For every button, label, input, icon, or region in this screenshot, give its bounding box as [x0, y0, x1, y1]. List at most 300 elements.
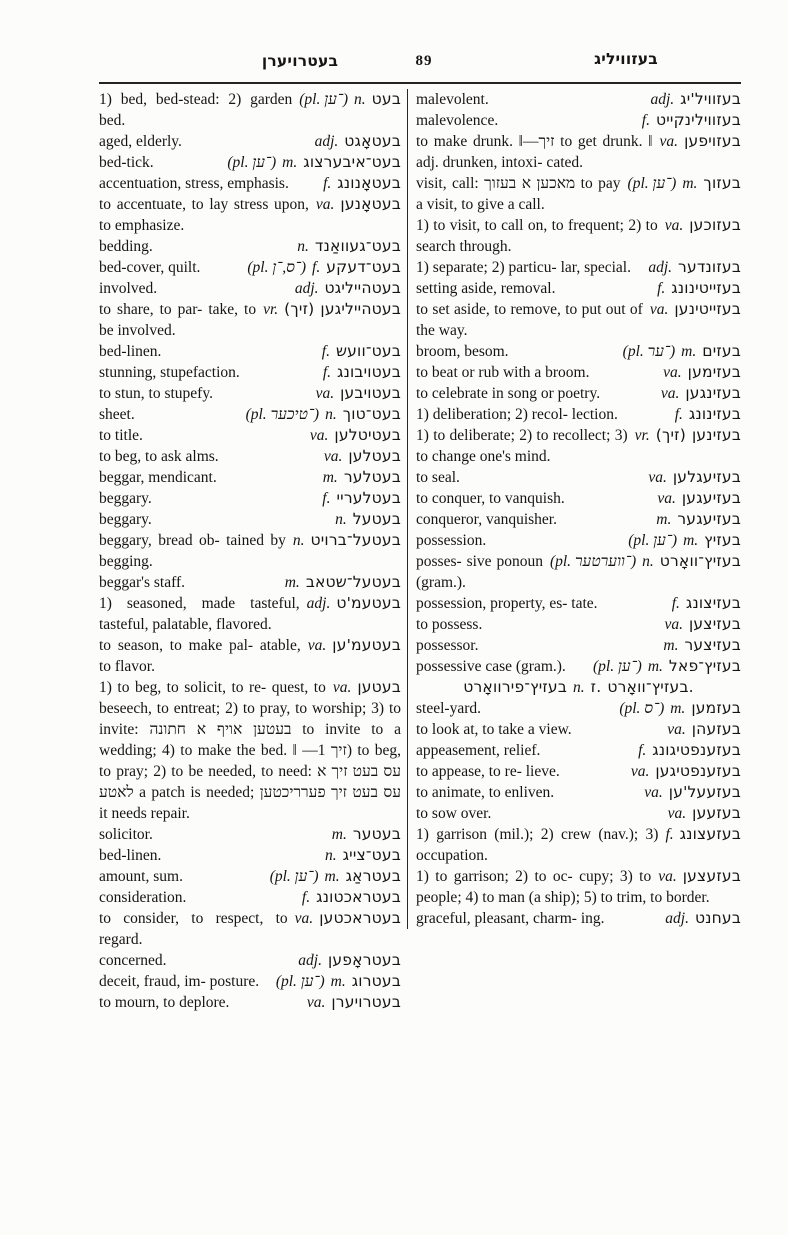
- headword-yiddish: בעזייטינונג: [671, 279, 741, 297]
- headword-yiddish: בעזימען: [687, 363, 741, 381]
- headword-yiddish: בעזויפען: [684, 132, 741, 150]
- entry-definition: deceit, fraud, im- posture.: [99, 973, 260, 990]
- headword-yiddish: בעזיעגען: [681, 489, 741, 507]
- entry-definition: bedding.: [99, 238, 153, 255]
- reflexive-note: (זיך): [655, 426, 686, 444]
- entry-headword-group: [263, 299, 401, 320]
- entry-definition: visit, call: מאכען א בעזוך to pay a visit, to give a call.: [416, 175, 621, 213]
- entry-headword-group: [307, 992, 401, 1013]
- part-of-speech: va.: [648, 469, 667, 486]
- headword-yiddish: בעט־איבערצוג: [303, 153, 401, 171]
- part-of-speech: va.: [307, 637, 327, 654]
- entry-headword-group: [672, 593, 741, 614]
- entry-definition: amount, sum.: [99, 868, 183, 885]
- dictionary-entry: [416, 341, 741, 362]
- headword-yiddish: בעטעל־ברויט: [310, 531, 401, 549]
- entry-headword-group: [675, 404, 741, 425]
- reflexive-note: (זיך): [284, 300, 315, 318]
- part-of-speech: m.: [647, 658, 663, 675]
- part-of-speech: n.: [354, 91, 366, 108]
- entry-definition: 1) to visit, to call on, to frequent; 2) to search through.: [416, 217, 658, 255]
- entry-definition: to make drunk. ‖—זיך to get drunk. ‖ adj. drunken, intoxi- cated.: [416, 133, 653, 171]
- headword-yiddish: בעטעל־שטאב: [305, 573, 401, 591]
- entry-definition: consideration.: [99, 889, 187, 906]
- entry-headword-group: [665, 908, 741, 929]
- part-of-speech: f.: [321, 343, 330, 360]
- plural-note: (pl. ־ען): [627, 175, 677, 192]
- part-of-speech: m.: [663, 637, 679, 654]
- dictionary-entry: [416, 614, 741, 635]
- entry-headword-group: [619, 698, 741, 719]
- headword-yiddish: בעזענפטיגונג: [652, 741, 741, 759]
- dictionary-entry: [416, 866, 741, 908]
- part-of-speech: m.: [284, 574, 300, 591]
- headword-yiddish: בעט־דעקע: [326, 258, 401, 276]
- entry-headword-group: [650, 299, 741, 320]
- dictionary-entry: [99, 131, 401, 152]
- part-of-speech: va.: [664, 616, 683, 633]
- entry-definition: sheet.: [99, 406, 135, 423]
- entry-definition: aged, elderly.: [99, 133, 182, 150]
- entry-headword-group: [638, 740, 741, 761]
- entry-definition: to sow over.: [416, 805, 492, 822]
- part-of-speech: va.: [663, 364, 682, 381]
- dictionary-entry: [416, 488, 741, 509]
- part-of-speech: va.: [658, 868, 677, 885]
- headword-yiddish: בעזיצונג: [685, 594, 741, 612]
- plural-note: (pl. ־ער): [622, 343, 676, 360]
- dictionary-entry: [416, 257, 741, 278]
- entry-headword-group: [628, 530, 741, 551]
- part-of-speech: adj.: [648, 259, 673, 276]
- part-of-speech: va.: [649, 301, 669, 318]
- entry-definition: to appease, to re- lieve.: [416, 763, 560, 780]
- entry-definition: broom, besom.: [416, 343, 509, 360]
- dictionary-entry: [416, 908, 741, 929]
- part-of-speech: f.: [638, 742, 647, 759]
- part-of-speech: f.: [312, 259, 321, 276]
- part-of-speech: f.: [322, 490, 331, 507]
- entry-headword-group: [657, 488, 741, 509]
- dictionary-entry: [99, 446, 401, 467]
- entry-definition: 1) garrison (mil.); 2) crew (nav.); 3) occupation.: [416, 826, 659, 864]
- dictionary-entry: [99, 992, 401, 1013]
- entry-headword-group: [295, 278, 401, 299]
- dictionary-entry: [99, 593, 401, 635]
- dictionary-entry: [99, 341, 401, 362]
- entry-definition: to animate, to enliven.: [416, 784, 555, 801]
- entry-headword-group: [656, 509, 741, 530]
- entry-headword-group: [644, 782, 741, 803]
- entry-definition: possessor.: [416, 637, 479, 654]
- headword-yiddish: בעטלער: [343, 468, 401, 486]
- part-of-speech: f.: [657, 280, 666, 297]
- headword-yiddish: בעטויבען: [340, 384, 401, 402]
- dictionary-entry: [99, 257, 401, 278]
- headword-yiddish: בעטרוג: [351, 972, 401, 990]
- headword-yiddish: בעזינונג: [688, 405, 741, 423]
- headword-yiddish: בעזעצען: [682, 867, 741, 885]
- entry-headword-group: [227, 152, 401, 173]
- headword-yiddish: בעטאָנונג: [337, 174, 401, 192]
- part-of-speech: n.: [335, 511, 347, 528]
- plural-note: (pl. ־ען): [269, 868, 319, 885]
- headword-yiddish: בעזמען: [691, 699, 741, 717]
- entry-headword-group: [308, 635, 401, 656]
- entry-definition: to season, to make pal- atable, to flavor.: [99, 637, 301, 675]
- entry-headword-group: [315, 131, 401, 152]
- headword-yiddish: בעזיץ־פאל: [668, 657, 741, 675]
- dictionary-entry: [99, 425, 401, 446]
- entry-headword-group: [648, 257, 741, 278]
- dictionary-entry: [99, 299, 401, 341]
- plural-note: (pl. ־ס): [619, 700, 665, 717]
- entry-headword-group: [325, 845, 401, 866]
- part-of-speech: n.: [297, 238, 309, 255]
- part-of-speech: va.: [323, 448, 343, 465]
- headword-yiddish: בעטאָגט: [344, 132, 401, 150]
- xref-target: בעזיץ־וואָרט.: [607, 678, 694, 696]
- headword-yiddish: בעזעהן: [691, 720, 741, 738]
- entry-definition: 1) separate; 2) particu- lar, special.: [416, 259, 631, 276]
- plural-note: (pl. ־ס,־ן): [247, 259, 307, 276]
- entry-headword-group: [663, 635, 741, 656]
- entry-headword-group: [293, 530, 401, 551]
- entry-definition: steel-yard.: [416, 700, 481, 717]
- dictionary-entry: [416, 635, 741, 656]
- part-of-speech: n.: [573, 679, 585, 696]
- headword-yiddish: בעזייטינען: [674, 300, 741, 318]
- part-of-speech: f.: [674, 406, 683, 423]
- entry-definition: malevolence.: [416, 112, 499, 129]
- entry-headword-group: [276, 971, 401, 992]
- part-of-speech: va.: [630, 763, 650, 780]
- part-of-speech: adj.: [298, 952, 322, 969]
- headword-yiddish: בעטאָנען: [340, 195, 401, 213]
- dictionary-entry: [416, 803, 741, 824]
- entry-headword-group: [285, 572, 401, 593]
- headword-yiddish: בעטעמ'ט: [336, 594, 401, 612]
- dictionary-entry: [99, 467, 401, 488]
- entry-headword-group: [628, 173, 741, 194]
- entry-definition: involved.: [99, 280, 158, 297]
- part-of-speech: va.: [660, 385, 680, 402]
- dictionary-entry: [416, 215, 741, 257]
- part-of-speech: va.: [659, 133, 679, 150]
- entry-headword-group: [664, 614, 741, 635]
- dictionary-entry: [416, 509, 741, 530]
- dictionary-entry: [416, 593, 741, 614]
- plural-note: (pl. ־ען): [275, 973, 325, 990]
- entry-definition: possession.: [416, 532, 487, 549]
- headword-yiddish: בעטראכטען: [319, 909, 401, 927]
- plural-note: (pl. ־ען): [628, 532, 678, 549]
- part-of-speech: m.: [282, 154, 298, 171]
- entry-definition: to set aside, to remove, to put out of the way.: [416, 301, 643, 339]
- headword-yiddish: בעזיצען: [688, 615, 741, 633]
- dictionary-entry: [99, 908, 401, 950]
- entry-definition: setting aside, removal.: [416, 280, 556, 297]
- entry-definition: beggary.: [99, 511, 152, 528]
- part-of-speech: m.: [681, 343, 697, 360]
- headword-yiddish: בעט־געוואַנד: [314, 237, 401, 255]
- entry-definition: accentuation, stress, emphasis.: [99, 175, 289, 192]
- dictionary-entry: [99, 530, 401, 572]
- headword-yiddish: בעזונדער: [678, 258, 741, 276]
- headword-yiddish: בעזעען: [692, 804, 741, 822]
- cross-reference-entry: [416, 677, 741, 698]
- headword-yiddish: בעזוך: [703, 174, 741, 192]
- entry-definition: 1) to beg, to solicit, to re- quest, to beseech, to entreat; 2) to pray, to worship; 3) to invite: בעטען אויף א חתונה to invite to a wedding; 4) to make the bed. ‖ —זיך 1) to beg, to pray; 2) to be needed, to need: עס בעט זיך א לאטע a patch is needed; עס בעט זיך פערריכטען it needs repair.: [99, 679, 402, 822]
- entry-headword-group: [270, 866, 401, 887]
- dictionary-entry: [416, 719, 741, 740]
- dictionary-entry: [99, 677, 401, 824]
- dictionary-entry: [416, 761, 741, 782]
- entry-definition: solicitor.: [99, 826, 153, 843]
- dictionary-entry: [99, 635, 401, 677]
- entry-definition: appeasement, relief.: [416, 742, 541, 759]
- dictionary-entry: [416, 698, 741, 719]
- entry-headword-group: [323, 362, 401, 383]
- headword-yiddish: בעטער: [352, 825, 401, 843]
- entry-headword-group: [297, 236, 401, 257]
- dictionary-entry: [416, 467, 741, 488]
- part-of-speech: va.: [664, 217, 684, 234]
- dictionary-entry: [99, 488, 401, 509]
- dictionary-entry: [99, 866, 401, 887]
- entry-definition: to title.: [99, 427, 143, 444]
- part-of-speech: n.: [324, 847, 337, 864]
- dictionary-entry: [99, 362, 401, 383]
- dictionary-entry: [99, 845, 401, 866]
- entry-definition: to consider, to respect, to regard.: [99, 910, 288, 948]
- entry-headword-group: [665, 824, 741, 845]
- entry-headword-group: [307, 593, 401, 614]
- headword-yiddish: בעטלען: [348, 447, 401, 465]
- entry-headword-group: [642, 110, 741, 131]
- entry-headword-group: [667, 719, 741, 740]
- headword-yiddish: בעטראַג: [345, 867, 401, 885]
- entry-definition: to share, to par- take, to be involved.: [99, 301, 257, 339]
- part-of-speech: m.: [331, 826, 347, 843]
- part-of-speech: m.: [330, 973, 346, 990]
- entry-headword-group: [316, 383, 401, 404]
- part-of-speech: m.: [682, 175, 698, 192]
- dictionary-entry: [416, 824, 741, 866]
- headword-yiddish: בעזווילינקייט: [655, 111, 741, 129]
- entry-definition: bed-tick.: [99, 154, 154, 171]
- entry-definition: beggar, mendicant.: [99, 469, 217, 486]
- entry-headword-group: [335, 509, 401, 530]
- entry-definition: 1) to deliberate; 2) to recollect; 3) to change one's mind.: [416, 427, 628, 465]
- entry-definition: 1) bed, bed-stead: 2) garden bed.: [99, 91, 293, 129]
- headword-yiddish: בעטהייליגט: [324, 279, 401, 297]
- entry-headword-group: [322, 341, 401, 362]
- part-of-speech: m.: [324, 868, 340, 885]
- part-of-speech: va.: [657, 490, 676, 507]
- entry-headword-group: [657, 278, 741, 299]
- part-of-speech: vr.: [263, 301, 279, 318]
- entry-definition: to mourn, to deplore.: [99, 994, 230, 1011]
- headword-yiddish: בעטהייליגען: [320, 300, 401, 318]
- headword-yiddish: בעזעצונג: [679, 825, 741, 843]
- headword-yiddish: בעט־וועש: [335, 342, 401, 360]
- headword-yiddish: בעזיץ־וואָרט: [659, 552, 741, 570]
- part-of-speech: va.: [667, 805, 687, 822]
- dictionary-entry: [416, 404, 741, 425]
- dictionary-entry: [416, 173, 741, 215]
- part-of-speech: m.: [656, 511, 672, 528]
- entry-headword-group: [324, 446, 401, 467]
- headword-yiddish: בעט־טוך: [342, 405, 401, 423]
- dictionary-entry: [416, 131, 741, 173]
- entry-headword-group: [660, 131, 741, 152]
- entry-definition: bed-cover, quilt.: [99, 259, 201, 276]
- part-of-speech: f.: [671, 595, 680, 612]
- part-of-speech: adj.: [314, 133, 339, 150]
- entry-definition: beggary.: [99, 490, 152, 507]
- entry-definition: bed-linen.: [99, 847, 162, 864]
- part-of-speech: adj.: [650, 91, 675, 108]
- entry-definition: to conquer, to vanquish.: [416, 490, 565, 507]
- part-of-speech: f.: [323, 175, 332, 192]
- plural-note: (pl. ־ען): [299, 91, 349, 108]
- entry-headword-group: [648, 467, 741, 488]
- text-columns: [99, 89, 741, 1013]
- part-of-speech: f.: [301, 889, 311, 906]
- entry-definition: malevolent.: [416, 91, 489, 108]
- entry-definition: possession, property, es- tate.: [416, 595, 598, 612]
- column-right: [407, 89, 741, 929]
- see-abbreviation: ז.: [590, 678, 602, 696]
- entry-definition: to celebrate in song or poetry.: [416, 385, 601, 402]
- headword-yiddish: בעטראָפען: [327, 951, 401, 969]
- part-of-speech: n.: [292, 532, 305, 549]
- entry-definition: to look at, to take a view.: [416, 721, 572, 738]
- headword-yiddish: בעטלעריי: [336, 489, 401, 507]
- guide-word-right: בעזוויליג: [594, 50, 658, 68]
- dictionary-entry: [99, 509, 401, 530]
- entry-headword-group: [550, 551, 741, 572]
- dictionary-entry: [99, 383, 401, 404]
- entry-headword-group: [661, 383, 741, 404]
- column-left: [99, 89, 407, 1013]
- entry-definition: possessive case (gram.).: [416, 658, 566, 675]
- entry-headword-group: [302, 887, 401, 908]
- part-of-speech: vr.: [634, 427, 650, 444]
- headword-yiddish: בעטען: [357, 678, 401, 696]
- entry-definition: beggary, bread ob- tained by begging.: [99, 532, 286, 570]
- entry-definition: concerned.: [99, 952, 167, 969]
- entry-headword-group: [246, 404, 401, 425]
- part-of-speech: m.: [322, 469, 338, 486]
- headword-yiddish: בעזים: [702, 342, 741, 360]
- entry-definition: 1) deliberation; 2) recol- lection.: [416, 406, 618, 423]
- dictionary-entry: [99, 971, 401, 992]
- dictionary-entry: [99, 278, 401, 299]
- dictionary-entry: [416, 110, 741, 131]
- dictionary-entry: [99, 572, 401, 593]
- part-of-speech: n.: [325, 406, 337, 423]
- part-of-speech: adj.: [294, 280, 319, 297]
- entry-headword-group: [323, 173, 401, 194]
- entry-definition: graceful, pleasant, charm- ing.: [416, 910, 605, 927]
- headword-yiddish: בעזיעגער: [677, 510, 741, 528]
- entry-headword-group: [635, 425, 741, 446]
- entry-headword-group: [332, 824, 401, 845]
- entry-headword-group: [247, 257, 401, 278]
- headword-yiddish: בעטויבונג: [337, 363, 401, 381]
- part-of-speech: m.: [670, 700, 686, 717]
- part-of-speech: va.: [667, 721, 686, 738]
- dictionary-entry: [416, 530, 741, 551]
- entry-definition: to accentuate, to lay stress upon, to emphasize.: [99, 196, 309, 234]
- headword-yiddish: בעטראכטונג: [316, 888, 401, 906]
- entry-headword-group: [668, 803, 741, 824]
- running-head: [0, 50, 788, 74]
- entry-definition: posses- sive ponoun (gram.).: [416, 553, 543, 591]
- entry-definition: to possess.: [416, 616, 483, 633]
- entry-headword-group: [322, 488, 401, 509]
- part-of-speech: va.: [294, 910, 314, 927]
- xref-headword: בעזיץ־פירוואָרט: [463, 678, 567, 696]
- dictionary-entry: [99, 236, 401, 257]
- dictionary-entry: [99, 89, 401, 131]
- headword-yiddish: בעזינען: [691, 426, 741, 444]
- headword-yiddish: בעטיטלען: [334, 426, 401, 444]
- headword-yiddish: בעטעמ'ען: [332, 636, 401, 654]
- entry-headword-group: [593, 656, 741, 677]
- headword-yiddish: בעטעל: [352, 510, 401, 528]
- dictionary-entry: [416, 383, 741, 404]
- plural-note: (pl. ־ען): [593, 658, 642, 675]
- headword-yiddish: בעזעעל'ען: [668, 783, 741, 801]
- dictionary-entry: [416, 782, 741, 803]
- entry-definition: 1) to garrison; 2) to oc- cupy; 3) to people; 4) to man (a ship); 5) to trim, to border.: [416, 868, 710, 906]
- guide-word-left: בעטרויערן: [261, 52, 339, 70]
- dictionary-entry: [416, 89, 741, 110]
- entry-headword-group: [310, 425, 401, 446]
- dictionary-entry: [416, 656, 741, 677]
- dictionary-entry: [99, 824, 401, 845]
- plural-note: (pl. ־ווערטער): [549, 553, 637, 570]
- entry-definition: to seal.: [416, 469, 460, 486]
- dictionary-entry: [416, 278, 741, 299]
- entry-headword-group: [631, 761, 741, 782]
- dictionary-entry: [416, 551, 741, 593]
- headword-yiddish: בעזיצער: [684, 636, 741, 654]
- dictionary-entry: [416, 362, 741, 383]
- entry-definition: to stun, to stupefy.: [99, 385, 213, 402]
- part-of-speech: f.: [641, 112, 650, 129]
- entry-headword-group: [299, 89, 401, 110]
- dictionary-entry: [416, 299, 741, 341]
- part-of-speech: va.: [306, 994, 326, 1011]
- headword-yiddish: בעזיעגלען: [672, 468, 741, 486]
- entry-headword-group: [333, 677, 401, 698]
- entry-headword-group: [623, 341, 741, 362]
- entry-definition: to beg, to ask alms.: [99, 448, 219, 465]
- headword-yiddish: בעזוויל'יג: [680, 90, 741, 108]
- entry-definition: 1) seasoned, made tasteful, tasteful, palatable, flavored.: [99, 595, 300, 633]
- entry-headword-group: [323, 467, 401, 488]
- part-of-speech: va.: [315, 196, 335, 213]
- entry-headword-group: [663, 362, 741, 383]
- page-number: 89: [415, 53, 433, 69]
- part-of-speech: adj.: [306, 595, 331, 612]
- part-of-speech: va.: [315, 385, 335, 402]
- entry-headword-group: [665, 215, 741, 236]
